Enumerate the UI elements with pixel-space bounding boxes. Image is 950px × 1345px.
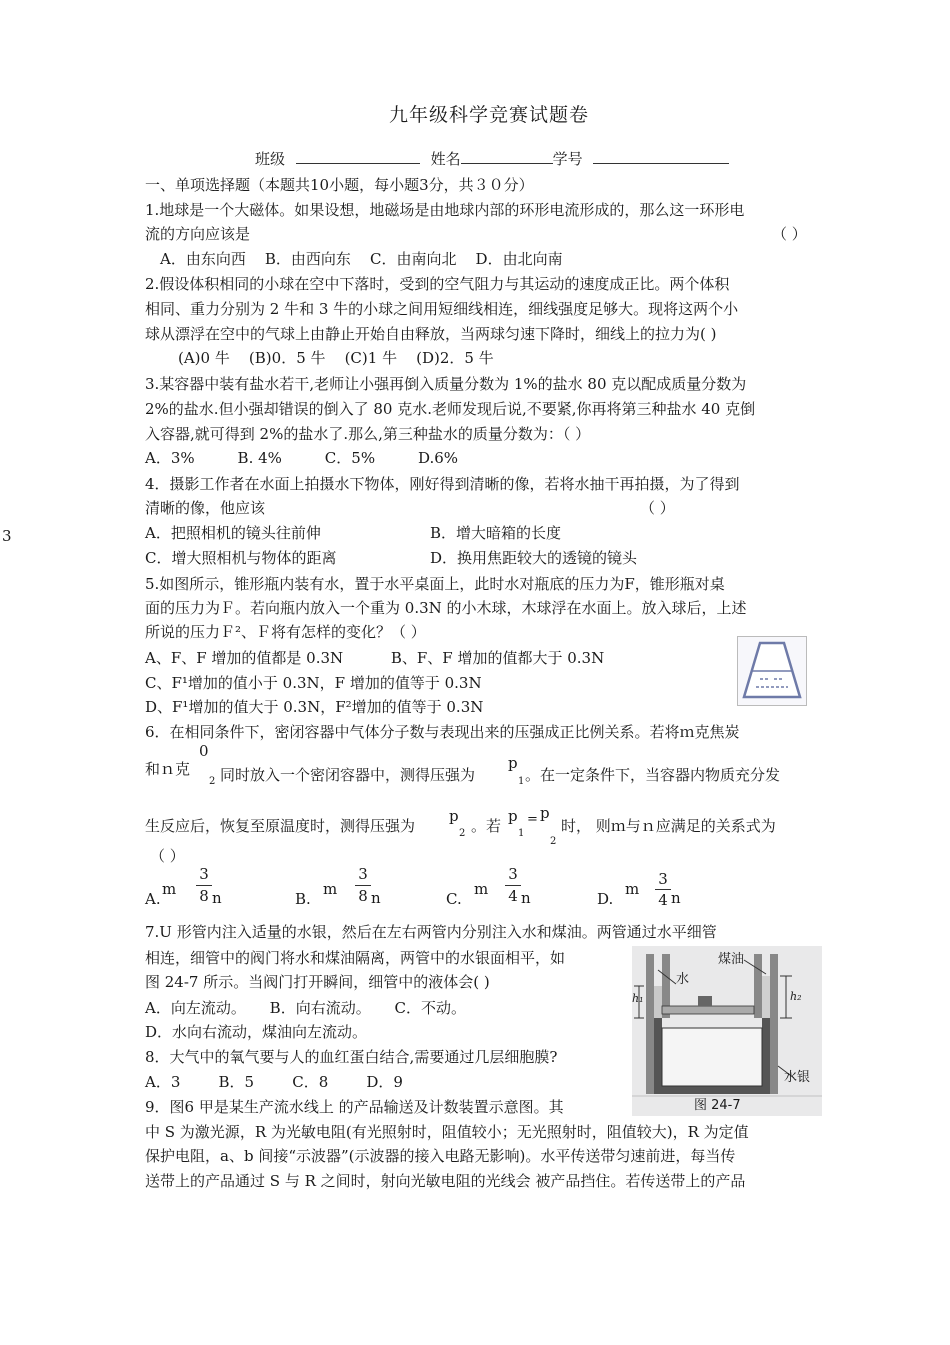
name-label: 姓名 bbox=[430, 150, 461, 168]
q6-answer-bracket: （ ） bbox=[150, 847, 185, 865]
q6-cond-equals: = bbox=[527, 812, 538, 827]
q9-line2: 中 S 为激光源，R 为光敏电阻(有光照射时，阻值较小；无光照射时，阻值较大)，R 为定值 bbox=[145, 1123, 749, 1141]
q6-line3-start: 生反应后，恢复至原温度时，测得压强为 bbox=[145, 817, 416, 835]
q6-option-d-num: 3 bbox=[658, 870, 668, 888]
q8-line1: 8．大气中的氧气要与人的血红蛋白结合,需要通过几层细胞膜? bbox=[145, 1048, 558, 1066]
q6-option-b-label: B. bbox=[295, 890, 311, 908]
q6-option-b-den: 8 bbox=[358, 887, 368, 905]
figure-label-h2: h₂ bbox=[790, 990, 802, 1003]
q7-line2: 相连，细管中的阀门将水和煤油隔离，两管中的水银面相平，如 bbox=[145, 949, 566, 967]
q4-option-a: A．把照相机的镜头往前伸 bbox=[145, 524, 321, 542]
q1-options: A．由东向西 B．由西向东 C．由南向北 D．由北向南 bbox=[160, 250, 563, 268]
q6-option-c-n: n bbox=[521, 889, 531, 907]
figure-label-kerosene: 煤油 bbox=[718, 952, 745, 967]
q6-option-d-n: n bbox=[671, 889, 681, 907]
student-info-line bbox=[255, 148, 729, 169]
q4-line2: 清晰的像，他应该 bbox=[145, 499, 266, 517]
q5-option-d: D、F¹增加的值大于 0.3N，F²增加的值等于 0.3N bbox=[145, 698, 484, 716]
id-label: 学号 bbox=[552, 150, 583, 168]
q1-line2: 流的方向应该是 bbox=[145, 225, 251, 243]
q2-line1: 2.假设体积相同的小球在空中下落时，受到的空气阻力与其运动的速度成正比。两个体积 bbox=[145, 275, 730, 293]
q3-options: A．3% B. 4% C．5% D.6% bbox=[145, 449, 459, 467]
q6-option-c-label: C. bbox=[446, 890, 462, 908]
q6-option-b-n: n bbox=[371, 889, 381, 907]
q1-answer-bracket: （ ） bbox=[772, 225, 807, 243]
q6-option-c-bar bbox=[505, 885, 521, 886]
page-title: 九年级科学竞赛试题卷 bbox=[389, 104, 590, 126]
q6-option-a-m: m bbox=[162, 880, 177, 898]
q5-options-ab: A、F、F 增加的值都是 0.3N B、F、F 增加的值都大于 0.3N bbox=[145, 649, 605, 667]
class-label: 班级 bbox=[255, 150, 286, 168]
q6-cond-p2-sub: 2 bbox=[550, 836, 557, 847]
q6-option-c-den: 4 bbox=[508, 887, 518, 905]
q2-line3: 球从漂浮在空中的气球上由静止开始自由释放，当两球匀速下降时，细线上的拉力为( ) bbox=[145, 325, 717, 343]
q6-option-a-num: 3 bbox=[199, 865, 209, 883]
id-field[interactable] bbox=[593, 149, 729, 164]
q6-cond-p1-sub: 1 bbox=[518, 828, 525, 839]
q6-cond-p1: p bbox=[508, 807, 518, 825]
q3-line2: 2%的盐水.但小强却错误的倒入了 80 克水.老师发现后说,不要紧,你再将第三种盐水 40 克倒 bbox=[145, 400, 756, 418]
q9-line3: 保护电阻，a、b 间接“示波器”(示波器的接入电路无影响)。水平传送带匀速前进，每当传 bbox=[145, 1147, 736, 1165]
figure-label-water: 水 bbox=[676, 972, 690, 987]
q4-option-d: D．换用焦距较大的透镜的镜头 bbox=[430, 549, 638, 567]
q6-p2-symbol: p bbox=[449, 807, 459, 825]
q6-option-b-m: m bbox=[323, 880, 338, 898]
q6-option-c-num: 3 bbox=[508, 865, 518, 883]
q6-line3-ruo: 。若 bbox=[471, 817, 502, 835]
q7-option-d: D．水向右流动，煤油向左流动。 bbox=[145, 1023, 368, 1041]
q6-line1: 6．在相同条件下，密闭容器中气体分子数与表现出来的压强成正比例关系。若将ｍ克焦炭 bbox=[145, 723, 740, 741]
q8-options: A．3 B．5 C．8 D．9 bbox=[145, 1073, 403, 1091]
q7-options: A．向左流动。 B．向右流动。 C．不动。 bbox=[145, 999, 467, 1017]
q4-line1: 4．摄影工作者在水面上拍摄水下物体，刚好得到清晰的像，若将水抽干再拍摄，为了得到 bbox=[145, 475, 740, 493]
q6-line3-end: 时， 则ｍ与ｎ应满足的关系式为 bbox=[561, 817, 776, 835]
q6-option-c-m: m bbox=[474, 880, 489, 898]
q1-line1: 1.地球是一个大磁体。如果设想，地磁场是由地球内部的环形电流形成的，那么这一环形电 bbox=[145, 201, 745, 219]
q6-option-a-den: 8 bbox=[199, 887, 209, 905]
q6-option-d-label: D. bbox=[597, 890, 614, 908]
q6-option-d-bar bbox=[655, 889, 671, 890]
q6-p1-symbol: p bbox=[508, 754, 518, 772]
q7-line1: 7.U 形管内注入适量的水银，然后在左右两管内分别注入水和煤油。两管通过水平细管 bbox=[145, 923, 717, 941]
q5-line1: 5.如图所示，锥形瓶内装有水，置于水平桌面上，此时水对瓶底的压力为F，锥形瓶对桌 bbox=[145, 575, 725, 593]
figure-label-h1: h₁ bbox=[632, 992, 644, 1005]
q6-oxygen-symbol: 0 bbox=[199, 742, 209, 760]
q4-option-c: C．增大照相机与物体的距离 bbox=[145, 549, 337, 567]
q5-option-c: C、F¹增加的值小于 0.3N，F 增加的值等于 0.3N bbox=[145, 674, 482, 692]
q6-option-b-bar bbox=[355, 885, 371, 886]
q9-line4: 送带上的产品通过 S 与 R 之间时，射向光敏电阻的光线会 被产品挡住。若传送带上的产品 bbox=[145, 1172, 746, 1190]
q3-line1: 3.某容器中装有盐水若干,老师让小强再倒入质量分数为 1%的盐水 80 克以配成质量分数为 bbox=[145, 375, 747, 393]
figure-label-mercury: 水银 bbox=[784, 1070, 811, 1085]
q4-option-b: B．增大暗箱的长度 bbox=[430, 524, 562, 542]
q9-line1: 9．图6 甲是某生产流水线上 的产品输送及计数装置示意图。其 bbox=[145, 1098, 564, 1116]
q6-p2-subscript: 2 bbox=[459, 828, 466, 839]
q2-line2: 相同、重力分别为 2 牛和 3 牛的小球之间用短细线相连，细线强度足够大。现将这两个小 bbox=[145, 300, 739, 318]
class-field[interactable] bbox=[296, 149, 420, 164]
q6-line2-start: 和ｎ克 bbox=[145, 760, 191, 778]
q6-option-a-bar bbox=[196, 885, 212, 886]
q5-line3: 所说的压力Ｆ²、Ｆ将有怎样的变化？（ ） bbox=[145, 623, 426, 641]
q6-p1-subscript: 1 bbox=[518, 776, 525, 787]
section-heading: 一、单项选择题（本题共10小题，每小题3分，共３０分） bbox=[145, 176, 534, 194]
q6-line2-end: 。在一定条件下，当容器内物质充分发 bbox=[525, 766, 781, 784]
q6-cond-p2: p bbox=[540, 804, 550, 822]
q5-line2: 面的压力为Ｆ。若向瓶内放入一个重为 0.3N 的小木球，木球浮在水面上。放入球后，上述 bbox=[145, 599, 747, 617]
q4-answer-bracket: （ ） bbox=[640, 499, 675, 517]
flask-diagram bbox=[738, 637, 806, 705]
u-tube-diagram bbox=[632, 946, 822, 1116]
q7-line3: 图 24-7 所示。当阀门打开瞬间，细管中的液体会( ) bbox=[145, 973, 490, 991]
q6-option-d-m: m bbox=[625, 880, 640, 898]
q6-line2-mid: 同时放入一个密闭容器中，测得压强为 bbox=[220, 766, 476, 784]
q6-option-b-num: 3 bbox=[358, 865, 368, 883]
q6-option-a-n: n bbox=[212, 889, 222, 907]
q3-line3: 入容器,就可得到 2%的盐水了.那么,第三种盐水的质量分数为：（ ） bbox=[145, 425, 591, 443]
page-marker: 3 bbox=[2, 527, 12, 545]
q6-oxygen-subscript: 2 bbox=[209, 776, 216, 787]
flask-figure bbox=[737, 636, 807, 706]
name-field[interactable] bbox=[461, 149, 553, 164]
figure-caption: 图 24-7 bbox=[694, 1098, 741, 1113]
q6-option-d-den: 4 bbox=[658, 891, 668, 909]
u-tube-figure bbox=[632, 946, 822, 1116]
q2-options: (A)0 牛 (B)0．5 牛 (C)1 牛 (D)2．5 牛 bbox=[178, 349, 494, 367]
q6-option-a-label: A. bbox=[145, 890, 161, 908]
